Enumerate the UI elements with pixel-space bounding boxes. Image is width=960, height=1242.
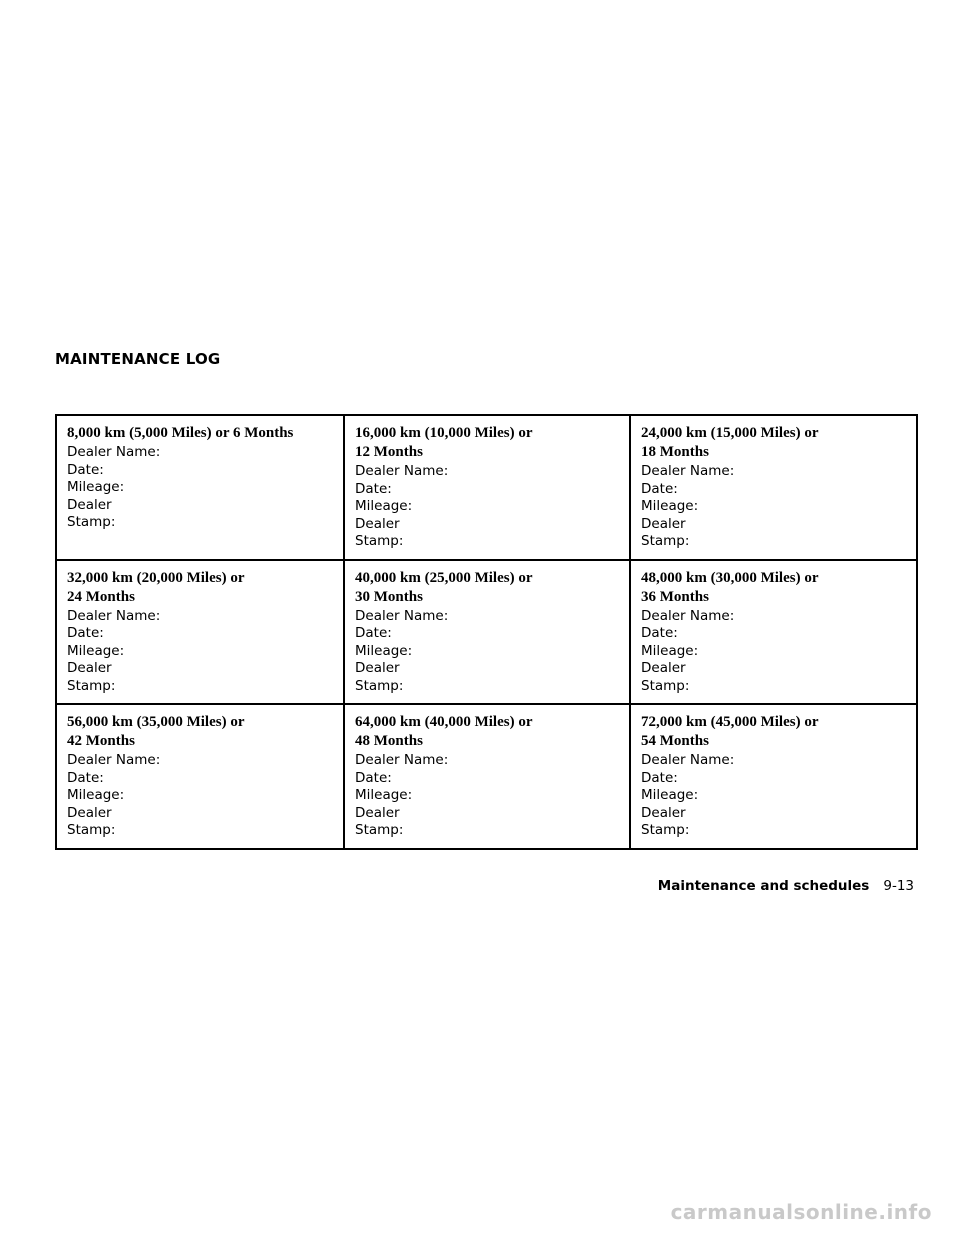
interval-heading: 8,000 km (5,000 Miles) or 6 Months — [67, 425, 294, 441]
log-cell — [630, 704, 917, 849]
interval-heading: 56,000 km (35,000 Miles) or 42 Months — [67, 714, 245, 749]
stamp-label: Stamp: — [641, 822, 690, 838]
stamp-label: Stamp: — [641, 677, 690, 694]
stamp-label: Stamp: — [355, 677, 404, 694]
date-label: Date: — [355, 480, 392, 497]
stamp-label: Stamp: — [67, 677, 116, 694]
log-cell — [630, 415, 917, 560]
dealer-label: Dealer — [355, 660, 400, 676]
stamp-label: Stamp: — [67, 822, 116, 838]
log-cell — [56, 415, 344, 560]
dealer-name-label: Dealer Name: — [355, 752, 449, 768]
dealer-name-label: Dealer Name: — [641, 607, 735, 624]
mileage-label: Mileage: — [355, 787, 413, 803]
date-label: Date: — [355, 625, 392, 641]
dealer-label: Dealer — [355, 804, 400, 821]
stamp-label: Stamp: — [641, 533, 690, 549]
mileage-label: Mileage: — [355, 642, 413, 659]
dealer-label: Dealer — [641, 804, 686, 821]
interval-heading: 40,000 km (25,000 Miles) or 30 Months — [355, 569, 533, 605]
interval-heading: 48,000 km (30,000 Miles) or 36 Months — [641, 569, 819, 605]
stamp-label: Stamp: — [67, 514, 116, 530]
page-number: 9-13 — [883, 878, 914, 894]
log-cell — [56, 704, 344, 849]
dealer-name-label: Dealer Name: — [355, 607, 449, 624]
stamp-label: Stamp: — [355, 533, 404, 549]
dealer-label: Dealer — [67, 496, 112, 513]
table-row — [56, 560, 917, 705]
table-row — [56, 704, 917, 849]
interval-heading: 64,000 km (40,000 Miles) or 48 Months — [355, 714, 533, 749]
dealer-name-label: Dealer Name: — [355, 463, 449, 479]
dealer-label: Dealer — [641, 515, 686, 532]
log-cell — [344, 415, 630, 560]
interval-heading: 24,000 km (15,000 Miles) or 18 Months — [641, 425, 819, 460]
dealer-name-label: Dealer Name: — [67, 752, 161, 768]
interval-heading: 16,000 km (10,000 Miles) or 12 Months — [355, 425, 533, 460]
mileage-label: Mileage: — [67, 479, 125, 495]
date-label: Date: — [67, 769, 104, 786]
dealer-label: Dealer — [67, 804, 112, 821]
date-label: Date: — [641, 625, 678, 641]
interval-heading: 72,000 km (45,000 Miles) or 54 Months — [641, 714, 819, 749]
page-footer — [658, 878, 914, 894]
mileage-label: Mileage: — [355, 498, 413, 514]
maintenance-log-table — [55, 414, 918, 850]
interval-heading: 32,000 km (20,000 Miles) or 24 Months — [67, 569, 245, 605]
footer-section-title: Maintenance and schedules — [657, 878, 870, 894]
page-title: MAINTENANCE LOG — [55, 350, 221, 368]
log-cell — [630, 560, 917, 705]
log-cell — [56, 560, 344, 705]
log-cell — [344, 704, 630, 849]
dealer-label: Dealer — [355, 515, 400, 532]
dealer-name-label: Dealer Name: — [67, 607, 161, 624]
mileage-label: Mileage: — [67, 642, 125, 659]
dealer-label: Dealer — [67, 660, 112, 676]
dealer-label: Dealer — [641, 660, 686, 676]
mileage-label: Mileage: — [641, 642, 699, 659]
dealer-name-label: Dealer Name: — [641, 752, 735, 768]
date-label: Date: — [641, 769, 678, 786]
dealer-name-label: Dealer Name: — [67, 444, 161, 460]
table-row — [56, 415, 917, 560]
stamp-label: Stamp: — [355, 822, 404, 838]
mileage-label: Mileage: — [641, 498, 699, 514]
dealer-name-label: Dealer Name: — [641, 463, 735, 479]
mileage-label: Mileage: — [67, 787, 125, 803]
watermark: carmanualsonline.info — [670, 1200, 932, 1224]
date-label: Date: — [67, 625, 104, 641]
log-cell — [344, 560, 630, 705]
date-label: Date: — [355, 769, 392, 786]
date-label: Date: — [67, 461, 104, 478]
mileage-label: Mileage: — [641, 787, 699, 803]
date-label: Date: — [641, 480, 678, 497]
